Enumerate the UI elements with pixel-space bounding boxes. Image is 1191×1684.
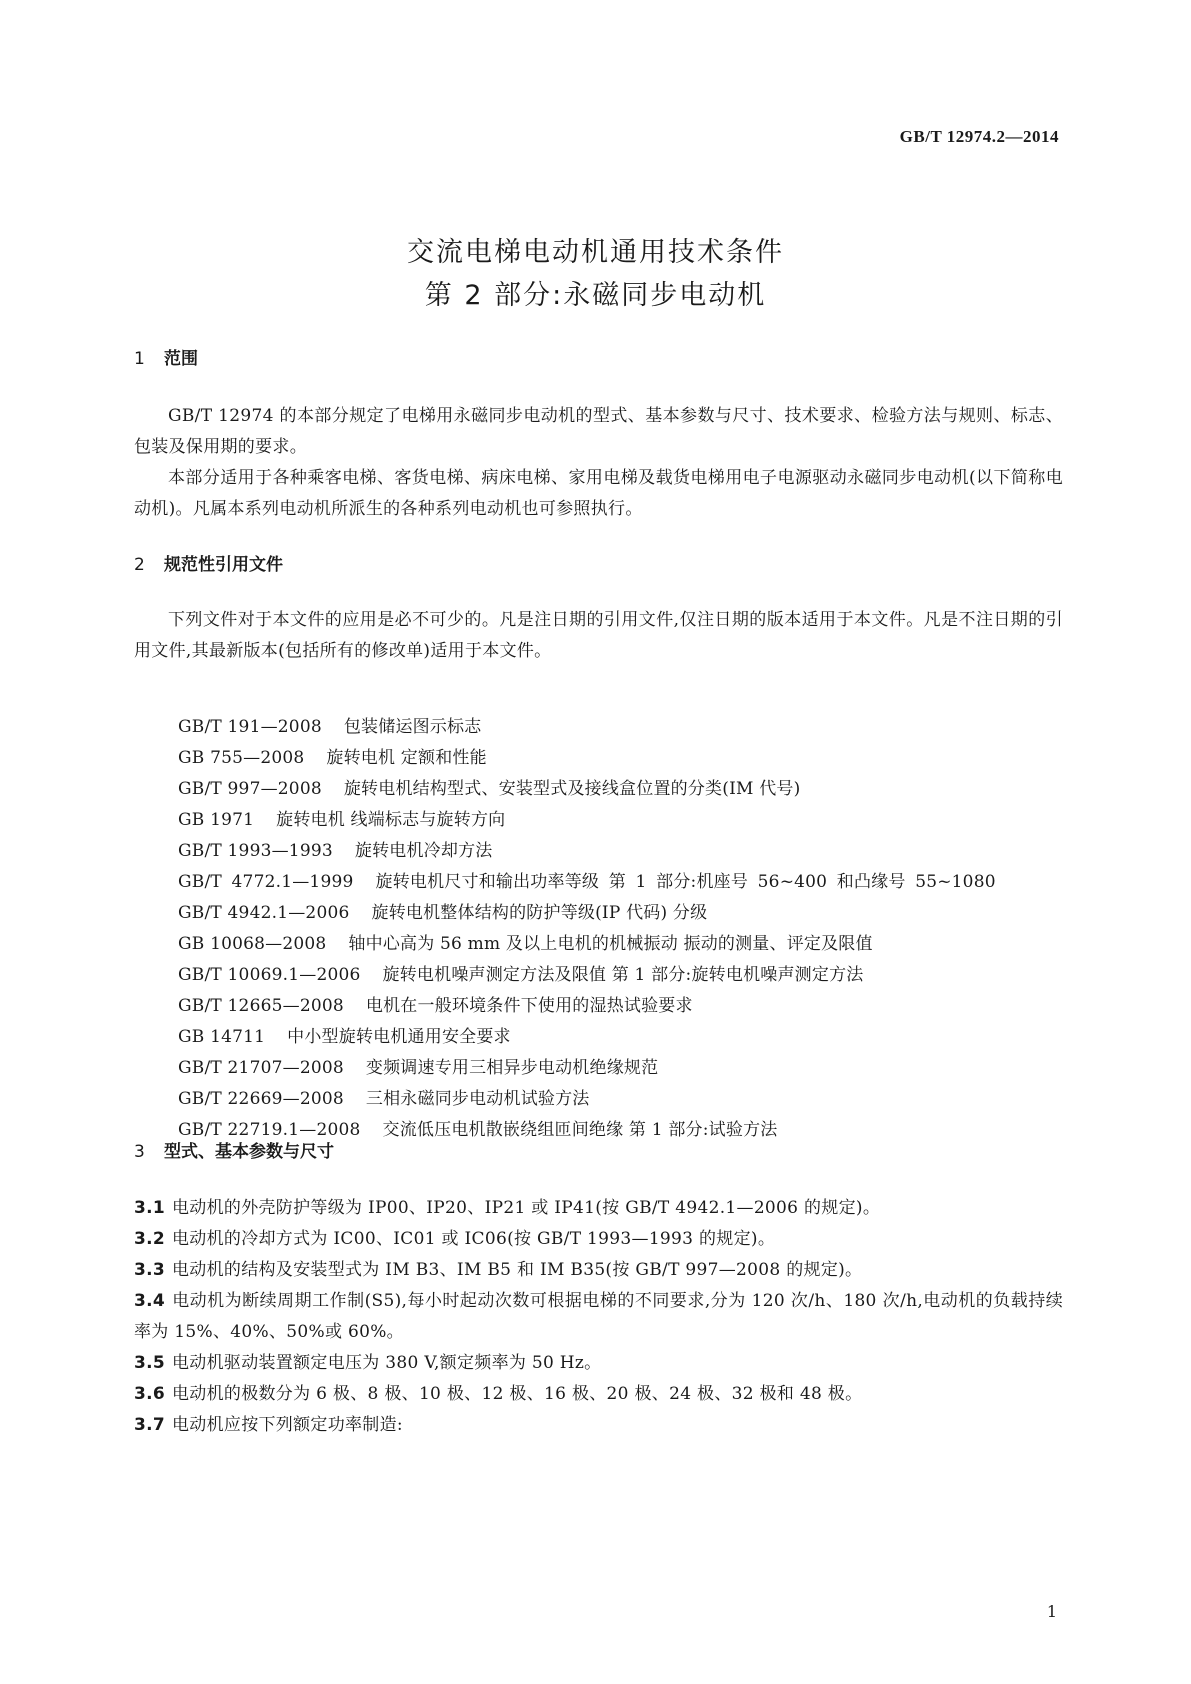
clause-number: 3.7	[134, 1415, 166, 1435]
clause-item	[134, 1410, 1063, 1441]
clause-text: 电动机的冷却方式为 IC00、IC01 或 IC06(按 GB/T 1993—1993 的规定)。	[172, 1229, 776, 1249]
clause-item	[134, 1379, 1063, 1410]
clause-text: 电动机的外壳防护等级为 IP00、IP20、IP21 或 IP41(按 GB/T 4942.1—2006 的规定)。	[172, 1198, 881, 1218]
clause-text: 电动机为断续周期工作制(S5),每小时起动次数可根据电梯的不同要求,分为 120 次/h、180 次/h,电动机的负载持续率为 15%、40%、50%或 60%。	[134, 1291, 1063, 1342]
reference-title: 变频调速专用三相异步电动机绝缘规范	[365, 1058, 659, 1078]
clause-item	[134, 1286, 1063, 1348]
clause-number: 3.4	[134, 1291, 166, 1311]
section-1-paragraph-1: GB/T 12974 的本部分规定了电梯用永磁同步电动机的型式、基本参数与尺寸、技术要求、检验方法与规则、标志、包装及保用期的要求。	[134, 406, 1063, 457]
clause-item	[134, 1348, 1063, 1379]
reference-title: 旋转电机尺寸和输出功率等级 第 1 部分:机座号 56~400 和凸缘号 55~1080	[375, 872, 996, 892]
reference-title: 旋转电机噪声测定方法及限值 第 1 部分:旋转电机噪声测定方法	[382, 965, 864, 985]
reference-item	[134, 1084, 1063, 1115]
clause-item	[134, 1193, 1063, 1224]
reference-item	[134, 929, 1063, 960]
reference-item	[134, 991, 1063, 1022]
reference-code: GB 14711	[178, 1027, 266, 1047]
reference-code: GB 1971	[178, 810, 255, 830]
reference-title: 旋转电机结构型式、安装型式及接线盒位置的分类(IM 代号)	[343, 779, 801, 799]
section-3-heading	[134, 1137, 334, 1162]
clause-item	[134, 1224, 1063, 1255]
section-2-heading	[134, 550, 283, 575]
section-number: 3	[134, 1142, 145, 1162]
section-1-heading	[134, 344, 198, 369]
document-subtitle: 第 2 部分:永磁同步电动机	[424, 280, 767, 311]
reference-title: 三相永磁同步电动机试验方法	[365, 1089, 590, 1109]
reference-title: 中小型旋转电机通用安全要求	[287, 1027, 511, 1047]
section-title: 规范性引用文件	[164, 555, 283, 575]
section-number: 1	[134, 349, 145, 369]
reference-code: GB/T 12665—2008	[178, 996, 344, 1016]
reference-title: 旋转电机 定额和性能	[326, 748, 487, 768]
clause-text: 电动机应按下列额定功率制造:	[172, 1415, 403, 1435]
reference-item	[134, 774, 1063, 805]
reference-item	[134, 1022, 1063, 1053]
reference-code: GB 755—2008	[178, 748, 305, 768]
reference-item	[134, 805, 1063, 836]
reference-title: 电机在一般环境条件下使用的湿热试验要求	[365, 996, 693, 1016]
reference-title: 旋转电机整体结构的防护等级(IP 代码) 分级	[371, 903, 708, 923]
section-3-clauses	[134, 1193, 1063, 1441]
reference-code: GB 10068—2008	[178, 934, 327, 954]
clause-number: 3.3	[134, 1260, 166, 1280]
clause-number: 3.2	[134, 1229, 166, 1249]
reference-item	[134, 1053, 1063, 1084]
clause-number: 3.6	[134, 1384, 166, 1404]
reference-item	[134, 898, 1063, 929]
reference-code: GB/T 4942.1—2006	[178, 903, 350, 923]
section-2-intro: 下列文件对于本文件的应用是必不可少的。凡是注日期的引用文件,仅注日期的版本适用于本文件。凡是不注日期的引用文件,其最新版本(包括所有的修改单)适用于本文件。	[134, 610, 1063, 661]
reference-item	[134, 743, 1063, 774]
reference-code: GB/T 191—2008	[178, 717, 322, 737]
reference-code: GB/T 22669—2008	[178, 1089, 344, 1109]
clause-number: 3.5	[134, 1353, 166, 1373]
clause-text: 电动机驱动装置额定电压为 380 V,额定频率为 50 Hz。	[172, 1353, 602, 1373]
section-1-paragraph-2: 本部分适用于各种乘客电梯、客货电梯、病床电梯、家用电梯及载货电梯用电子电源驱动永磁同步电动机(以下简称电动机)。凡属本系列电动机所派生的各种系列电动机也可参照执行。	[134, 468, 1063, 519]
reference-title: 旋转电机冷却方法	[354, 841, 493, 861]
reference-item	[134, 960, 1063, 991]
reference-title: 交流低压电机散嵌绕组匝间绝缘 第 1 部分:试验方法	[382, 1120, 778, 1140]
reference-code: GB/T 1993—1993	[178, 841, 333, 861]
section-title: 型式、基本参数与尺寸	[164, 1142, 334, 1162]
standard-number: GB/T 12974.2—2014	[899, 127, 1059, 146]
reference-item	[134, 867, 1063, 898]
normative-references-list	[134, 712, 1063, 1146]
reference-item	[134, 712, 1063, 743]
reference-title: 轴中心高为 56 mm 及以上电机的机械振动 振动的测量、评定及限值	[348, 934, 873, 954]
reference-code: GB/T 10069.1—2006	[178, 965, 361, 985]
clause-item	[134, 1255, 1063, 1286]
reference-item	[134, 836, 1063, 867]
reference-code: GB/T 22719.1—2008	[178, 1120, 361, 1140]
reference-code: GB/T 4772.1—1999	[178, 872, 354, 892]
reference-title: 包装储运图示标志	[343, 717, 482, 737]
clause-text: 电动机的结构及安装型式为 IM B3、IM B5 和 IM B35(按 GB/T 997—2008 的规定)。	[172, 1260, 863, 1280]
section-number: 2	[134, 555, 145, 575]
document-title: 交流电梯电动机通用技术条件	[407, 237, 784, 268]
reference-code: GB/T 21707—2008	[178, 1058, 344, 1078]
reference-code: GB/T 997—2008	[178, 779, 322, 799]
clause-text: 电动机的极数分为 6 极、8 极、10 极、12 极、16 极、20 极、24 极、32 极和 48 极。	[172, 1384, 863, 1404]
reference-title: 旋转电机 线端标志与旋转方向	[276, 810, 506, 830]
section-title: 范围	[164, 349, 198, 369]
page-number: 1	[1046, 1602, 1057, 1621]
clause-number: 3.1	[134, 1198, 166, 1218]
